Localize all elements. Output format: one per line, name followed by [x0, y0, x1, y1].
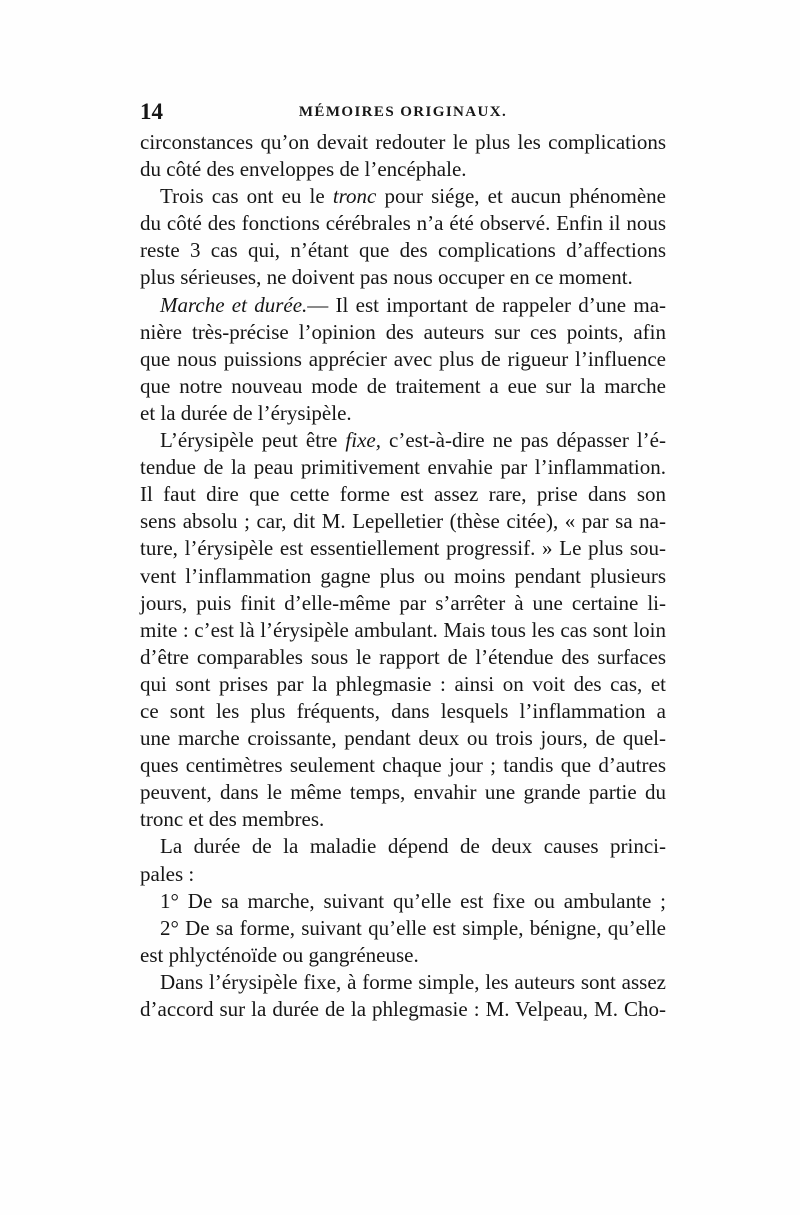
text-line: jours, puis finit d’elle-même par s’arrêter à une certaine li-	[140, 590, 666, 615]
text-line: ture, l’érysipèle est essentiellement progressif. » Le plus sou-	[140, 536, 666, 561]
text-line: 2° De sa forme, suivant qu’elle est simple, bénigne, qu’elle	[160, 915, 666, 940]
body-text	[140, 129, 666, 1023]
text-line: ques centimètres seulement chaque jour ; tandis que d’autres	[140, 753, 666, 778]
text-line: nière très-précise l’opinion des auteurs sur ces points, afin	[140, 319, 666, 344]
text-line: Trois cas ont eu le tronc pour siége, et aucun phénomène	[160, 184, 666, 209]
text-line: d’être comparables sous le rapport de l’étendue des surfaces	[140, 644, 666, 669]
text-line: Il faut dire que cette forme est assez rare, prise dans son	[140, 482, 666, 507]
italic-term: tronc	[332, 184, 377, 209]
text-line: plus sérieuses, ne doivent pas nous occuper en ce moment.	[140, 265, 633, 290]
text-line: est phlycténoïde ou gangréneuse.	[140, 942, 419, 967]
text-line: que notre nouveau mode de traitement a eue sur la marche	[140, 373, 666, 398]
text-line: ce sont les plus fréquents, dans lesquels l’inflammation a	[140, 698, 666, 723]
running-title: MÉMOIRES ORIGINAUX.	[298, 104, 508, 120]
text-line: Marche et durée.— Il est important de rappeler d’une ma-	[160, 292, 667, 317]
text-line: circonstances qu’on devait redouter le plus les complications	[140, 130, 666, 154]
text-line: reste 3 cas qui, n’étant que des complications d’affections	[140, 238, 666, 263]
running-head	[140, 97, 666, 127]
text-line: pales :	[140, 861, 195, 886]
text-line: Dans l’érysipèle fixe, à forme simple, les auteurs sont assez	[160, 969, 666, 994]
text-line: L’érysipèle peut être fixe, c’est-à-dire ne pas dépasser l’é-	[160, 428, 666, 453]
text-line: et la durée de l’érysipèle.	[140, 400, 352, 425]
section-heading: Marche et durée.	[160, 292, 308, 317]
text-line: tendue de la peau primitivement envahie par l’inflammation.	[140, 455, 666, 480]
italic-term: fixe,	[345, 428, 381, 453]
page-number: 14	[140, 99, 163, 124]
text-line: qui sont prises par la phlegmasie : ainsi on voit des cas, et	[140, 671, 666, 696]
text-line: sens absolu ; car, dit M. Lepelletier (thèse citée), « par sa na-	[140, 509, 666, 534]
text-line: une marche croissante, pendant deux ou trois jours, de quel-	[140, 726, 666, 751]
text-line: 1° De sa marche, suivant qu’elle est fixe ou ambulante ;	[160, 888, 666, 913]
text-line: peuvent, dans le même temps, envahir une grande partie du	[140, 780, 666, 805]
text-line: mite : c’est là l’érysipèle ambulant. Mais tous les cas sont loin	[140, 617, 666, 642]
text-line: du côté des enveloppes de l’encéphale.	[140, 157, 467, 182]
text-line: La durée de la maladie dépend de deux causes princi-	[160, 834, 666, 859]
text-line: que nous puissions apprécier avec plus de rigueur l’influence	[140, 346, 666, 371]
text-line: du côté des fonctions cérébrales n’a été observé. Enfin il nous	[140, 211, 666, 236]
text-line: tronc et des membres.	[140, 807, 325, 832]
text-line: d’accord sur la durée de la phlegmasie : M. Velpeau, M. Cho-	[140, 997, 666, 1021]
text-line: vent l’inflammation gagne plus ou moins pendant plusieurs	[140, 563, 666, 588]
